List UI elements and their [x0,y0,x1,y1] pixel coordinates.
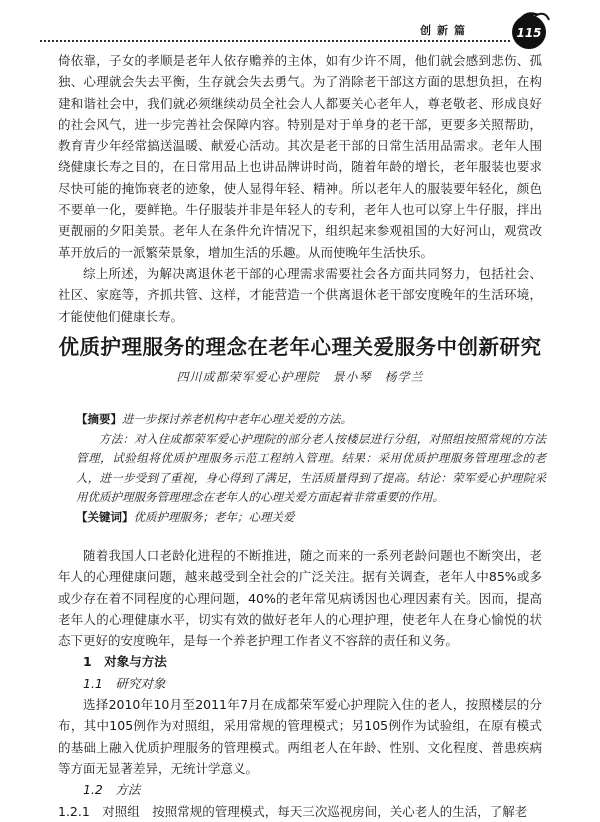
paragraph-1-2-1: 1.2.1 对照组 按照常规的管理模式，每天三次巡视房间，关心老人的生活，了解老 [58,803,528,819]
article-authors: 四川成都荣军爱心护理院 景小琴 杨学兰 [176,370,424,384]
keywords: 优质护理服务；老年；心理关爱 [133,509,295,524]
keywords-line [76,508,546,528]
section-heading-1: 1 对象与方法 [83,654,167,670]
abstract-line [76,410,546,430]
abstract-block [76,410,546,527]
intro-paragraph: 随着我国人口老龄化进程的不断推进，随之而来的一系列老龄问题也不断突出，老年人的心理健康问题，越来越受到全社会的广泛关注。据有关调查，老年人中85%或多或少存在着不同程度的心理问题，40%的老年常见病诱因也心理因素有关。因而，提高老年人的心理健康水平，切实有效的做好老年人的心理护理，使老年人在身心愉悦的状态下更好的安度晚年，是每一个养老护理工作者义不容辞的责任和义务。 [58,548,542,649]
previous-paragraph-2: 综上所述，为解决离退休老干部的心理需求需要社会各方面共同努力，包括社会、社区、家庭等，齐抓共管、这样，才能营造一个供离退休老干部安度晚年的生活环境，才能使他们健康长寿。 [58,265,542,324]
keywords-label: 【关键词】 [76,509,134,524]
abstract-body: 方法：对入住成都荣军爱心护理院的部分老人按楼层进行分组，对照组按照常规的方法管理，试验组将优质护理服务示范工程纳入管理。结果：采用优质护理服务管理理念的老人，进一步受到了重视，身心得到了满足，生活质量得到了提高。结论：荣军爱心护理院采用优质护理服务管理理念在老年人的心理关爱方面起着非常重要的作用。 [76,431,546,504]
section-label: 创新篇 [420,24,471,37]
abstract-label: 【摘要】 [76,412,122,426]
header-rule [40,40,510,42]
paragraph-1-1: 选择2010年10月至2011年7月在成都荣军爱心护理院入住的老人，按照楼层的分布，其中105例作为对照组，采用常规的管理模式；另105例作为试验组，在原有模式的基础上融入优质护理服务的管理模式。两组老人在年龄、性别、文化程度、普患疾病等方面无显著差异，无统计学意义。 [58,697,542,776]
section-heading-1-1: 1.1 研究对象 [83,675,166,691]
section-heading-1-2: 1.2 方法 [83,782,141,798]
previous-article [58,50,542,327]
abstract-intro: 进一步探讨养老机构中老年心理关爱的方法。 [122,412,352,426]
page-number: 115 [516,26,542,40]
previous-paragraph-1: 倚依靠，子女的孝顺是老年人依存赡养的主体，如有少许不周，他们就会感到悲伤、孤独、心理就会失去平衡，生存就会失去勇气。为了消除老干部这方面的思想负担，在构建和谐社会中，我们就必须继续动员全社会人人都要关心老年人，尊老敬老、形成良好的社会风气，进一步完善社会保障内容。特别是对于单身的老干部，更要多关照帮助，教育青少年经常搞送温暖、献爱心活动。其次是老干部的日常生活用品需求。老年人围绕健康长寿之目的，在日常用品上也讲品牌讲时尚，随着年龄的增长，老年服装也要求尽快可能的掩饰衰老的迹象，使人显得年轻、精神。所以老年人的服装要年轻化，颜色不要单一化，要鲜艳。牛仔服装并非是年轻人的专利，老年人也可以穿上牛仔服，拌出更靓丽的夕阳美景。老年人在条件允许情况下，组织起来参观祖国的大好河山，观赏改革开放后的一派繁荣景象，增加生活的乐趣。从而使晚年生活快乐。 [58,53,542,260]
article-title: 优质护理服务的理念在老年心理关爱服务中创新研究 [58,335,542,359]
article-body [58,545,542,822]
